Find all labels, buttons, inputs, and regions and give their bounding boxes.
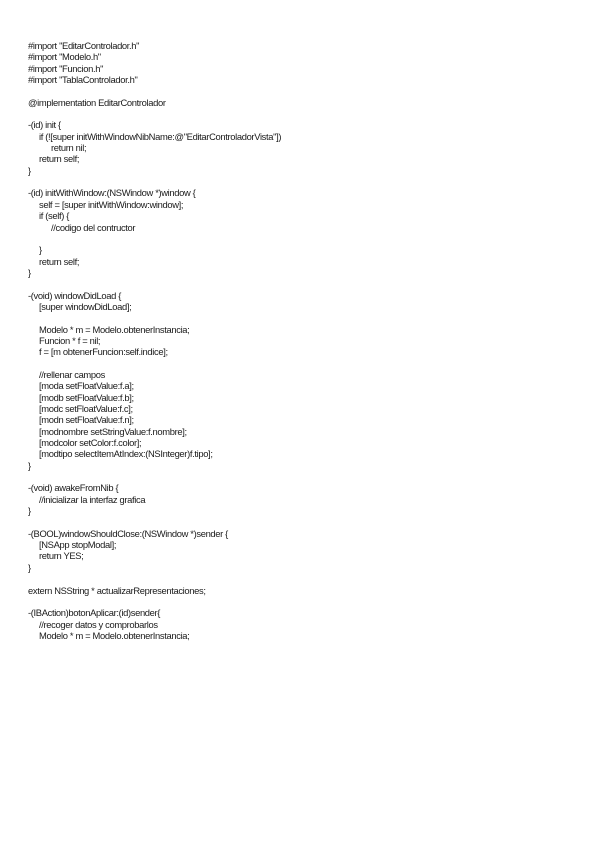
import-line: #import "Modelo.h": [28, 51, 101, 63]
blank-line: [28, 596, 588, 607]
import-line: #import "Funcion.h": [28, 62, 104, 74]
code-line: [modc setFloatValue:f.c];: [39, 403, 133, 414]
source-code: [28, 40, 588, 641]
code-line: return nil;: [51, 142, 87, 154]
code-line: [modb setFloatValue:f.b];: [39, 391, 134, 403]
blank-line: [28, 176, 588, 187]
code-line: [super windowDidLoad];: [39, 300, 132, 312]
code-line: -(void) windowDidLoad {: [28, 289, 122, 301]
code-line: -(IBAction)botonAplicar:(id)sender{: [28, 607, 161, 619]
code-line: if (![super initWithWindowNibName:@"EditarControladorVista"]): [39, 130, 282, 142]
code-line: -(void) awakeFromNib {: [28, 482, 119, 494]
implementation-line: @implementation EditarControlador: [28, 96, 166, 108]
blank-line: [28, 516, 588, 527]
code-line: f = [m obtenerFuncion:self.indice];: [39, 346, 168, 358]
code-line: return YES;: [39, 550, 84, 562]
code-line: Funcion * f = nil;: [39, 334, 101, 346]
code-line: -(id) initWithWindow:(NSWindow *)window {: [28, 187, 196, 199]
code-line: return self;: [39, 255, 80, 267]
code-line: [modtipo selectItemAtIndex:(NSInteger)f.tipo];: [39, 448, 213, 460]
import-line: #import "TablaControlador.h": [28, 74, 138, 86]
code-line: [NSApp stopModal];: [39, 539, 117, 551]
blank-line: [28, 471, 588, 482]
code-line: }: [28, 459, 31, 471]
code-line: [modcolor setColor:f.color];: [39, 437, 142, 449]
code-line: }: [28, 164, 31, 176]
code-line: -(id) init {: [28, 119, 61, 131]
code-line: [moda setFloatValue:f.a];: [39, 380, 134, 392]
code-comment: //codigo del contructor: [51, 221, 136, 233]
code-line: Modelo * m = Modelo.obtenerInstancia;: [39, 629, 190, 641]
blank-line: [28, 278, 588, 289]
code-line: }: [28, 561, 31, 573]
import-line: #import "EditarControlador.h": [28, 40, 140, 51]
code-line: }: [28, 505, 31, 517]
code-line: [modnombre setStringValue:f.nombre];: [39, 425, 187, 437]
code-comment: //rellenar campos: [39, 368, 105, 380]
code-line: }: [39, 244, 42, 256]
code-line: }: [28, 266, 31, 278]
code-comment: //recoger datos y comprobarlos: [39, 618, 158, 630]
blank-line: [28, 312, 588, 323]
blank-line: [28, 573, 588, 584]
code-line: if (self) {: [39, 210, 70, 222]
code-comment: //inicializar la interfaz grafica: [39, 493, 146, 505]
code-line: -(BOOL)windowShouldClose:(NSWindow *)sender {: [28, 527, 228, 539]
blank-line: [28, 358, 588, 369]
code-line: self = [super initWithWindow:window];: [39, 198, 184, 210]
extern-line: extern NSString * actualizarRepresentaciones;: [28, 584, 206, 596]
blank-line: [28, 233, 588, 244]
code-line: Modelo * m = Modelo.obtenerInstancia;: [39, 323, 190, 335]
code-line: return self;: [39, 153, 80, 165]
blank-line: [28, 108, 588, 119]
code-line: [modn setFloatValue:f.n];: [39, 414, 134, 426]
blank-line: [28, 85, 588, 96]
